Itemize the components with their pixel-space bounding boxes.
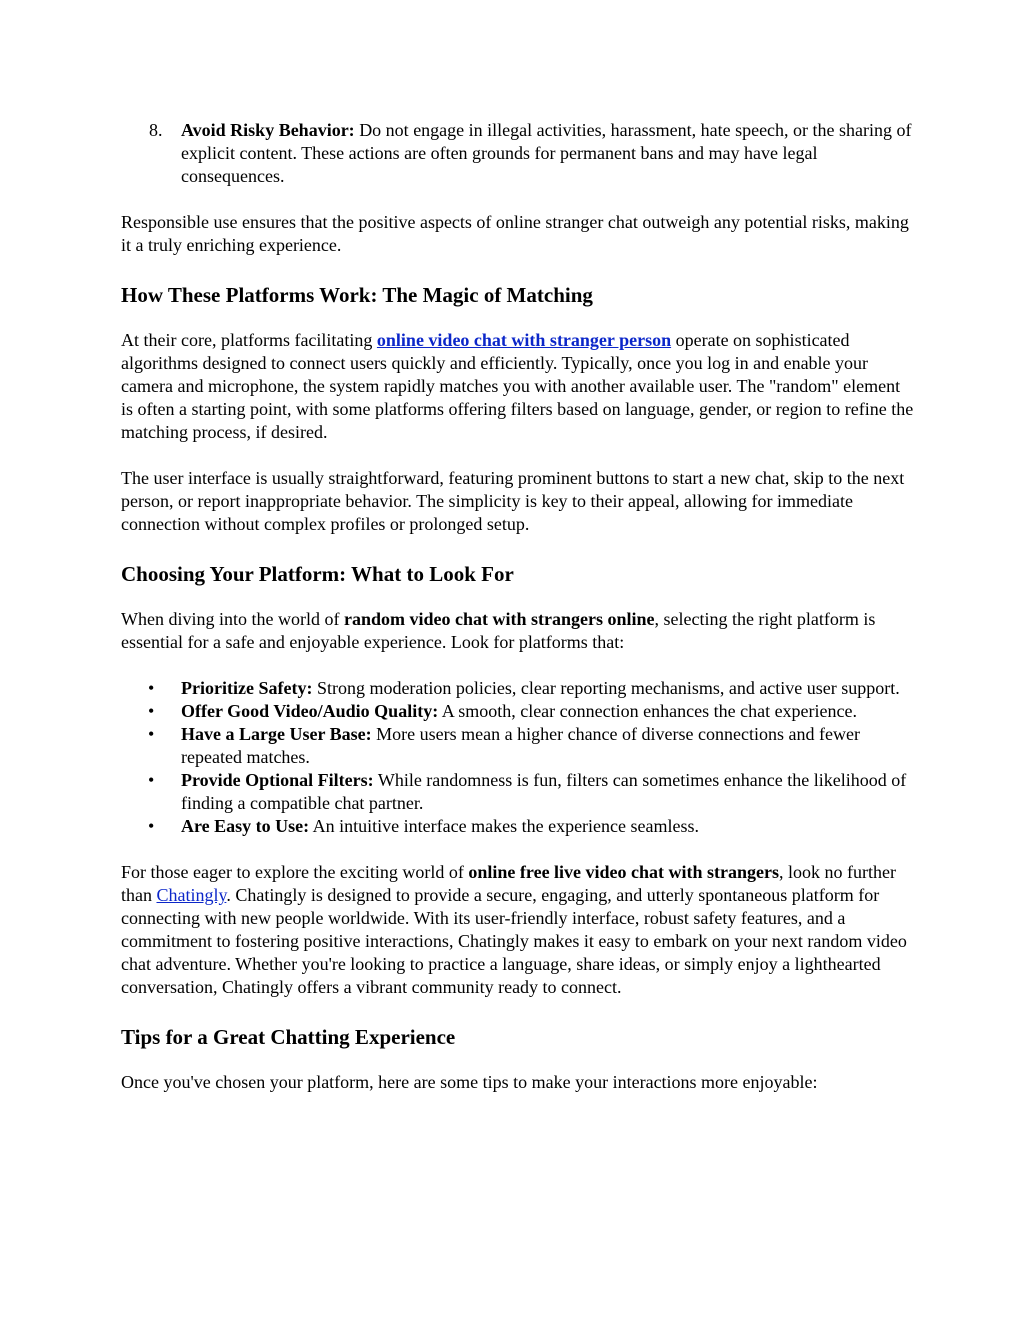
bold-phrase: online free live video chat with strangers <box>468 862 780 882</box>
paragraph-tips: Once you've chosen your platform, here are some tips to make your interactions more enjoyable: <box>121 1072 818 1092</box>
bullet-icon: • <box>148 701 155 721</box>
paragraph-diving <box>121 608 914 654</box>
list-item-term: Avoid Risky Behavior: <box>181 120 355 140</box>
list-item <box>149 119 914 188</box>
list-item <box>148 769 914 815</box>
paragraph-core <box>121 329 914 444</box>
list-item <box>148 723 914 769</box>
paragraph-text: At their core, platforms facilitating <box>121 330 377 350</box>
list-item-term: Provide Optional Filters: <box>181 770 374 790</box>
list-item-term: Offer Good Video/Audio Quality: <box>181 701 439 721</box>
bullet-icon: • <box>148 724 155 744</box>
list-item <box>148 700 914 723</box>
list-item-text: An intuitive interface makes the experience seamless. <box>309 816 700 836</box>
heading-how-platforms-work: How These Platforms Work: The Magic of Matching <box>121 283 593 307</box>
list-number: 8. <box>149 120 163 140</box>
paragraph-text: , look no further than <box>121 862 897 905</box>
online-video-chat-link[interactable]: online video chat with stranger person <box>376 330 672 350</box>
bullet-icon: • <box>148 770 155 790</box>
paragraph-eager <box>121 861 914 999</box>
list-item-text: More users mean a higher chance of diverse connections and fewer repeated matches. <box>181 724 860 767</box>
list-item-text: A smooth, clear connection enhances the chat experience. <box>438 701 858 721</box>
heading-choosing-platform: Choosing Your Platform: What to Look For <box>121 562 514 586</box>
list-item-term: Prioritize Safety: <box>181 678 313 698</box>
bullet-list <box>121 677 914 838</box>
list-item-term: Have a Large User Base: <box>181 724 372 744</box>
chatingly-link[interactable]: Chatingly <box>156 885 227 905</box>
list-item <box>148 677 914 700</box>
paragraph-text: When diving into the world of <box>121 609 344 629</box>
paragraph-text: , selecting the right platform is essential for a safe and enjoyable experience. Look for platforms that: <box>121 609 876 652</box>
bullet-icon: • <box>148 678 155 698</box>
paragraph-responsible: Responsible use ensures that the positive aspects of online stranger chat outweigh any potential risks, making it a truly enriching experience. <box>121 212 909 255</box>
list-item-text: Strong moderation policies, clear reporting mechanisms, and active user support. <box>312 678 900 698</box>
list-item-term: Are Easy to Use: <box>181 816 310 836</box>
numbered-list <box>121 119 914 188</box>
paragraph-text: operate on sophisticated algorithms designed to connect users quickly and efficiently. Typically, once you log in and enable your camera and microphone, the system rapidly matches you with another available user. The "random" element is often a starting point, with some platforms offering filters based on language, gender, or region to refine the matching process, if desired. <box>121 330 914 442</box>
list-item-text: Do not engage in illegal activities, harassment, hate speech, or the sharing of explicit content. These actions are often grounds for permanent bans and may have legal consequences. <box>181 120 912 186</box>
paragraph-interface: The user interface is usually straightforward, featuring prominent buttons to start a new chat, skip to the next person, or report inappropriate behavior. The simplicity is key to their appeal, allowing for immediate connection without complex profiles or prolonged setup. <box>121 468 905 534</box>
paragraph-text: . Chatingly is designed to provide a secure, engaging, and utterly spontaneous platform for connecting with new people worldwide. With its user-friendly interface, robust safety features, and a commitment to fostering positive interactions, Chatingly makes it easy to embark on your next random video chat adventure. Whether you're looking to practice a language, share ideas, or simply enjoy a lighthearted conversation, Chatingly offers a vibrant community ready to connect. <box>121 885 907 997</box>
bold-phrase: random video chat with strangers online <box>343 609 655 629</box>
list-item-text: While randomness is fun, filters can sometimes enhance the likelihood of finding a compatible chat partner. <box>181 770 907 813</box>
bullet-icon: • <box>148 816 155 836</box>
paragraph-text: For those eager to explore the exciting world of <box>121 862 469 882</box>
heading-tips: Tips for a Great Chatting Experience <box>121 1025 456 1049</box>
list-item <box>148 815 914 838</box>
